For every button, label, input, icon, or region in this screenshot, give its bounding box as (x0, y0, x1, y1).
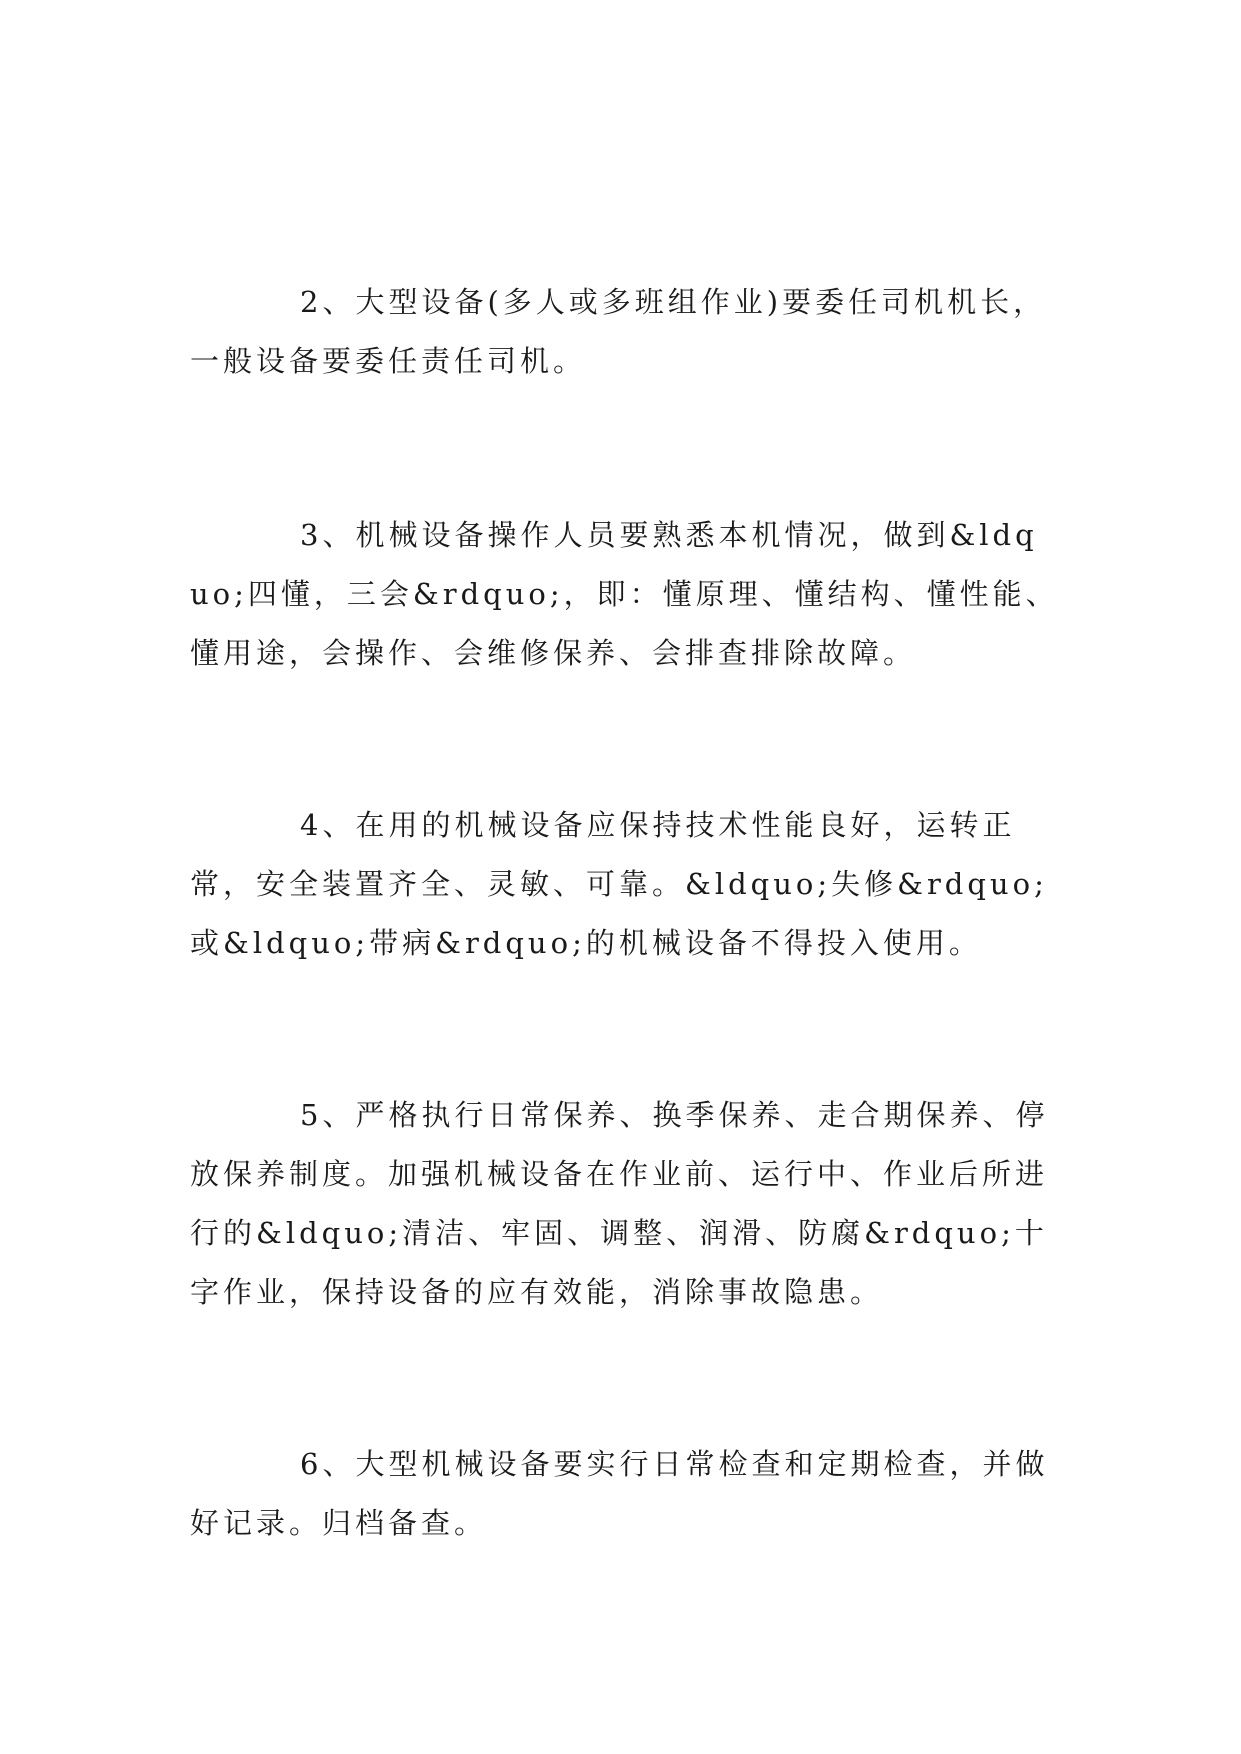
paragraph-item-3: 3、机械设备操作人员要熟悉本机情况，做到&ldquo;四懂，三会&rdquo;，即：懂原理、懂结构、懂性能、懂用途，会操作、会维修保养、会排查排除故障。 (190, 518, 1059, 670)
paragraph-item-6: 6、大型机械设备要实行日常检查和定期检查，并做好记录。归档备查。 (190, 1447, 1049, 1540)
paragraph-item-2: 2、大型设备(多人或多班组作业)要委任司机机长，一般设备要委任责任司机。 (190, 285, 1047, 378)
paragraph-item-5: 5、严格执行日常保养、换季保养、走合期保养、停放保养制度。加强机械设备在作业前、运行中、作业后所进行的&ldquo;清洁、牢固、调整、润滑、防腐&rdquo;十字作业，保持设备的应有效能，消除事故隐患。 (190, 1098, 1049, 1309)
paragraph-item-4: 4、在用的机械设备应保持技术性能良好，运转正常，安全装置齐全、灵敏、可靠。&ldquo;失修&rdquo;或&ldquo;带病&rdquo;的机械设备不得投入使用。 (190, 808, 1048, 960)
